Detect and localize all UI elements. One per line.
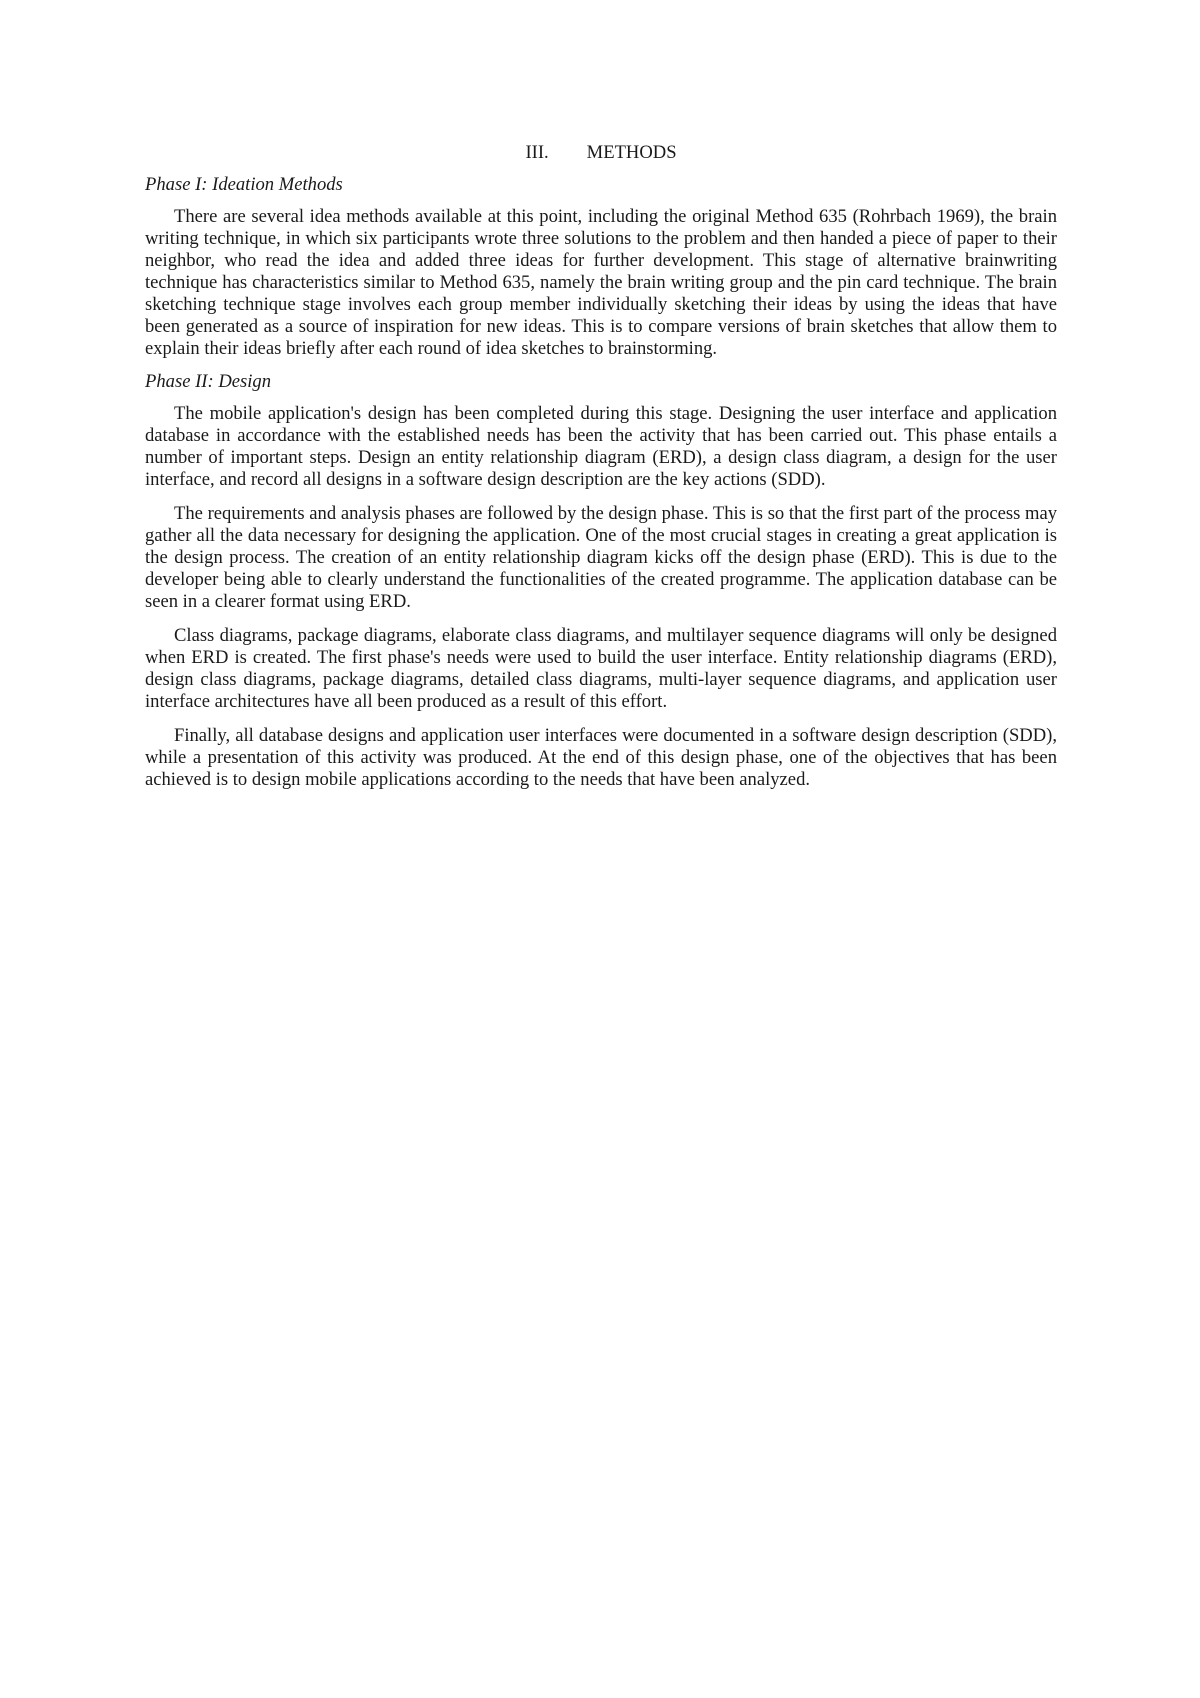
phase2-paragraph-2: The requirements and analysis phases are followed by the design phase. This is so that the first part of the process may gather all the data necessary for designing the application. One of the most crucial stages in creating a great application is the design process. The creation of an entity relationship diagram kicks off the design phase (ERD). This is due to the developer being able to clearly understand the functionalities of the created programme. The application database can be seen in a clearer format using ERD. xyxy=(145,503,1057,612)
phase1-paragraph-1: There are several idea methods available at this point, including the original Method 635 (Rohrbach 1969), the brain writing technique, in which six participants wrote three solutions to the problem and then handed a piece of paper to their neighbor, who read the idea and added three ideas for further development. This stage of alternative brainwriting technique has characteristics similar to Method 635, namely the brain writing group and the pin card technique. The brain sketching technique stage involves each group member individually sketching their ideas by using the ideas that have been generated as a source of inspiration for new ideas. This is to compare versions of brain sketches that allow them to explain their ideas briefly after each round of idea sketches to brainstorming. xyxy=(145,206,1057,359)
section-heading xyxy=(145,142,1057,164)
phase2-paragraph-1: The mobile application's design has been completed during this stage. Designing the user interface and application database in accordance with the established needs has been the activity that has been carried out. This phase entails a number of important steps. Design an entity relationship diagram (ERD), a design class diagram, a design for the user interface, and record all designs in a software design description are the key actions (SDD). xyxy=(145,403,1057,490)
phase1-heading: Phase I: Ideation Methods xyxy=(145,174,343,195)
phase2-paragraph-3: Class diagrams, package diagrams, elaborate class diagrams, and multilayer sequence diagrams will only be designed when ERD is created. The first phase's needs were used to build the user interface. Entity relationship diagrams (ERD), design class diagrams, package diagrams, detailed class diagrams, multi-layer sequence diagrams, and application user interface architectures have all been produced as a result of this effort. xyxy=(145,625,1057,712)
page-content xyxy=(145,142,1057,803)
phase2-heading: Phase II: Design xyxy=(145,371,271,392)
phase2-paragraph-4: Finally, all database designs and application user interfaces were documented in a software design description (SDD), while a presentation of this activity was produced. At the end of this design phase, one of the objectives that has been achieved is to design mobile applications according to the needs that have been analyzed. xyxy=(145,725,1057,790)
section-title: METHODS xyxy=(586,142,677,163)
section-number: III. xyxy=(525,142,549,163)
